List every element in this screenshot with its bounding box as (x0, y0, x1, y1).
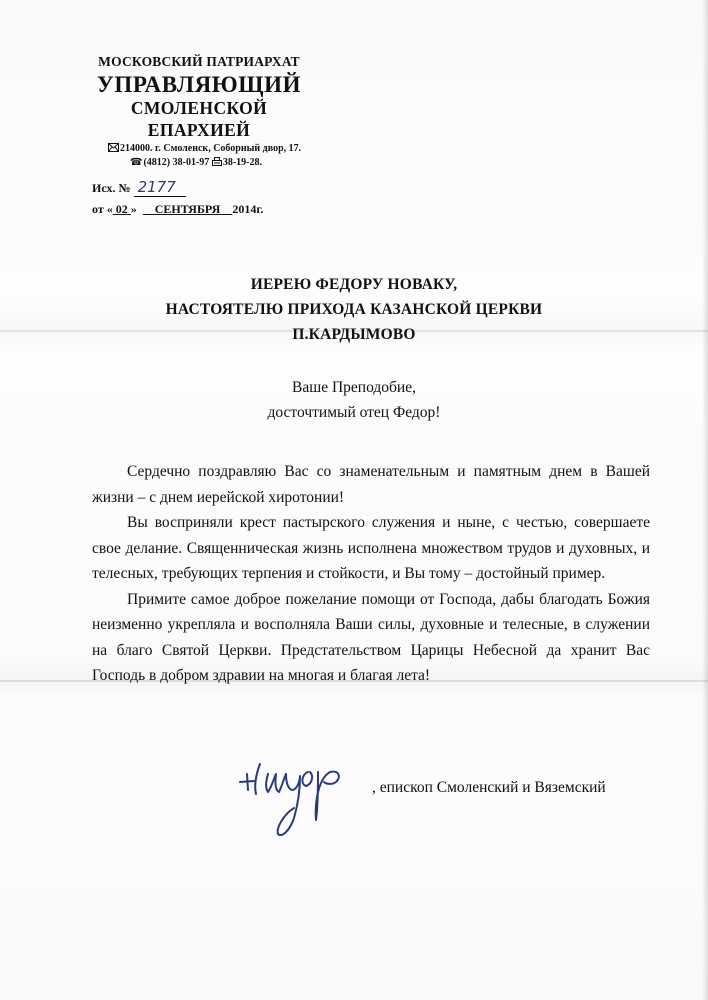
date-day: 02 (115, 202, 128, 216)
salutation-line1: Ваше Преподобие, (292, 379, 416, 396)
letter-body (92, 459, 650, 689)
telephone-icon: ☎ (130, 157, 143, 168)
phone-number: 38-01-97 (172, 157, 210, 168)
letterhead-phone (130, 157, 262, 168)
letterhead-title-line2: СМОЛЕНСКОЙ (130, 98, 268, 118)
phone-code: (4812) (143, 157, 171, 168)
body-paragraph-3: Примите самое доброе пожелание помощи от Господа, дабы благодать Божия неизменно укрепляла и восполняла Ваши силы, духовные и телесные, в служении на благо Святой Церкви. Предстательством Царицы Небесной да хранит Вас Господь в добром здравии на многая и благая лета! (92, 590, 650, 684)
letterhead-title-line3: ЕПАРХИЕЙ (147, 120, 251, 140)
letterhead-address (108, 143, 301, 154)
outgoing-label: Исх. № (92, 181, 131, 195)
fax-icon (212, 157, 222, 166)
addressee-line3: П.КАРДЫМОВО (292, 326, 416, 343)
date-year: 2014г. (232, 202, 264, 216)
outgoing-number-handwritten: 2177 (134, 178, 186, 197)
date-mid: » (130, 202, 137, 216)
envelope-icon (108, 143, 119, 152)
letterhead-title-line1: УПРАВЛЯЮЩИЙ (96, 72, 302, 97)
letterhead-org: МОСКОВСКИЙ ПАТРИАРХАТ (98, 54, 300, 69)
outgoing-number (92, 178, 186, 196)
page-edge-shadow (702, 0, 708, 1000)
salutation-line2: досточтимый отец Федор! (267, 404, 441, 421)
handwritten-signature (238, 760, 374, 842)
address-text: 214000. г. Смоленск, Соборный двор, 17. (120, 143, 302, 154)
date-prefix: от « (92, 202, 113, 216)
date-month: СЕНТЯБРЯ (154, 202, 221, 216)
body-paragraph-1: Сердечно поздравляю Вас со знаменательным и памятным днем в Вашей жизни – с днем иерейской хиротонии! (92, 463, 650, 506)
letter-date (92, 202, 263, 217)
signature-title: , епископ Смоленский и Вяземский (372, 779, 606, 796)
addressee-line1: ИЕРЕЮ ФЕДОРУ НОВАКУ, (250, 276, 458, 293)
addressee-line2: НАСТОЯТЕЛЮ ПРИХОДА КАЗАНСКОЙ ЦЕРКВИ (165, 301, 543, 318)
body-paragraph-2: Вы восприняли крест пастырского служения и ныне, с честью, совершаете свое делание. Священническая жизнь исполнена множеством трудов и духовных, и телесных, требующих терпения и стойкости, и Вы тому – достойный пример. (92, 514, 650, 582)
fax-number: 38-19-28. (222, 157, 262, 168)
